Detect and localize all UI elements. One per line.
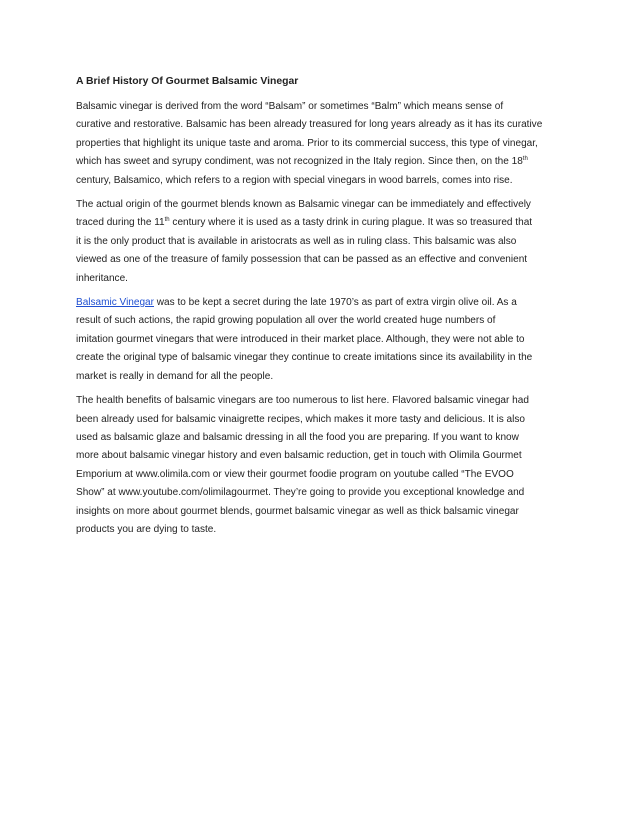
paragraph-3 <box>76 294 564 386</box>
balsamic-vinegar-link[interactable]: Balsamic Vinegar <box>76 297 154 309</box>
paragraph-4-line-8: products you are dying to taste. <box>76 523 217 535</box>
paragraph-1 <box>76 98 564 190</box>
paragraph-2-line-3: it is the only product that is available in aristocrats as well as in ruling class. This balsamic was also <box>76 235 517 247</box>
paragraph-4-line-3: used as balsamic glaze and balsamic dressing in all the food you are preparing. If you want to know <box>76 431 519 443</box>
paragraph-2-line-2 <box>76 214 564 232</box>
paragraph-1-line-1: Balsamic vinegar is derived from the word “Balsam” or sometimes “Balm” which means sense of <box>76 101 504 112</box>
paragraph-1-line-2: curative and restorative. Balsamic has been already treasured for long years already as it has its curative <box>76 119 543 131</box>
ordinal-superscript: th <box>164 217 170 224</box>
paragraph-3-line-1-post: was to be kept a secret during the late 1970’s as part of extra virgin olive oil. As a <box>154 297 517 309</box>
paragraph-3-line-3: imitation gourmet vinegars that were introduced in their market place. Although, they were not able to <box>76 333 525 345</box>
paragraph-3-line-1 <box>76 294 564 312</box>
paragraph-2-line-2-post: century where it is used as a tasty drink in curing plague. It was so treasured that <box>169 217 533 229</box>
paragraph-4-line-4: more about balsamic vinegar history and even balsamic reduction, get in touch with Olimila Gourmet <box>76 450 522 462</box>
ordinal-superscript: th <box>522 156 528 163</box>
paragraph-1-line-5: century, Balsamico, which refers to a region with special vinegars in wood barrels, comes into rise. <box>76 174 513 186</box>
paragraph-1-line-4 <box>76 153 564 171</box>
document-page <box>76 73 564 545</box>
paragraph-1-line-4-text: which has sweet and syrupy condiment, was not recognized in the Italy region. Since then, on the 18 <box>76 156 523 168</box>
paragraph-4-line-2: been already used for balsamic vinaigrette recipes, which makes it more tasty and delicious. It is also <box>76 413 525 425</box>
paragraph-4-line-6: Show” at www.youtube.com/olimilagourmet. They’re going to provide you exceptional knowledge and <box>76 487 525 499</box>
paragraph-4-line-7: insights on more about gourmet blends, gourmet balsamic vinegar as well as thick balsamic vinegar <box>76 505 519 517</box>
paragraph-4 <box>76 392 564 539</box>
paragraph-2 <box>76 196 564 288</box>
paragraph-4-line-5: Emporium at www.olimila.com or view their gourmet foodie program on youtube called “The EVOO <box>76 468 514 480</box>
document-title: A Brief History Of Gourmet Balsamic Vinegar <box>76 76 299 87</box>
paragraph-1-line-3: properties that highlight its unique taste and aroma. Prior to its commercial success, this type of vinegar, <box>76 137 538 149</box>
paragraph-2-line-1: The actual origin of the gourmet blends known as Balsamic vinegar can be immediately and effectively <box>76 199 531 211</box>
paragraph-4-line-1: The health benefits of balsamic vinegars are too numerous to list here. Flavored balsamic vinegar had <box>76 395 529 407</box>
paragraph-3-line-2: result of such actions, the rapid growing population all over the world created huge numbers of <box>76 315 496 327</box>
paragraph-2-line-4: viewed as one of the treasure of family possession that can be passed as an effective and convenient <box>76 254 528 266</box>
paragraph-3-line-5: market is really in demand for all the people. <box>76 370 274 382</box>
paragraph-2-line-5: inheritance. <box>76 272 128 284</box>
paragraph-3-line-4: create the original type of balsamic vinegar they continue to create imitations since its availability in the <box>76 352 533 364</box>
paragraph-2-line-2-pre: traced during the 11 <box>76 217 165 229</box>
